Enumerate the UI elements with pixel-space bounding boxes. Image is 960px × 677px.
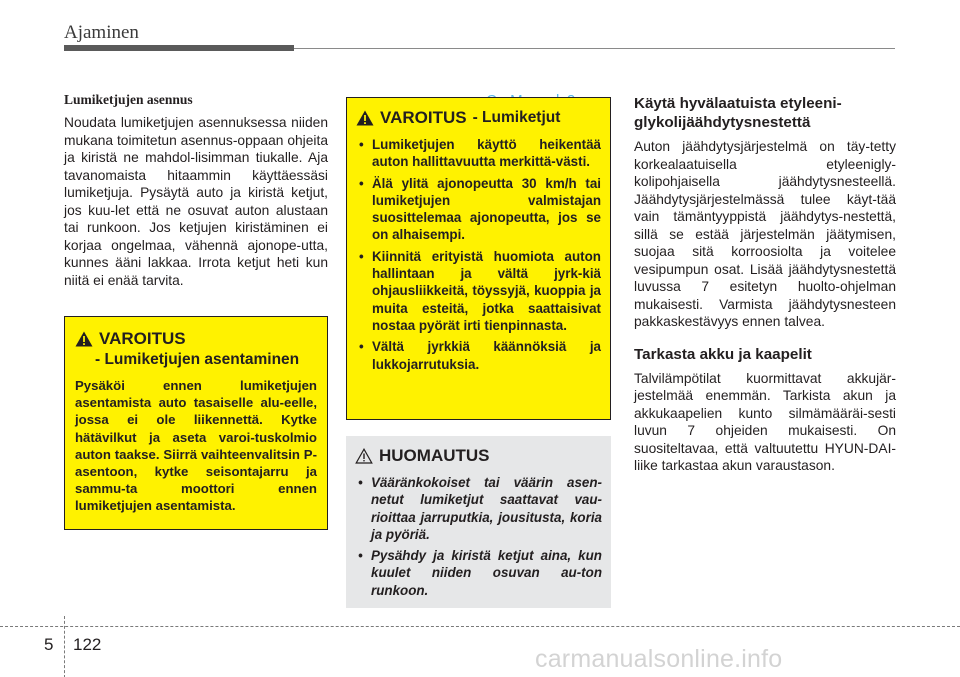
coolant-body: Auton jäähdytysjärjestelmä on täy-tetty korkealaatuisella etyleenigly-kolipohjaisella jäähdytysnesteellä. Jäähdytysjärjestelmässä tulee käyt-tää vain tämäntyyppistä jäähdytys-nestettä, sillä se estää järjestelmän jäätymisen, suojaa sitä korroosiolta ja voitelee vesipumpun osat. Lisää jäähdytysnestettä luvussa 7 esitetyn huolto-ohjelman mukaisesti. Varmista jäähdytysnesteen pakkaskestävyys ennen talvea.	[634, 139, 896, 329]
battery-body: Talvilämpötilat kuormittavat akkujär-jestelmää enemmän. Tarkista akun ja akkukaapelien kunto silmämääräi-sesti luvun 7 ohjeiden mukaisesti. On suositeltavaa, että valtuutettu HYUN-DAI-liike tarkastaa akun varaustason.	[634, 370, 896, 473]
footer-divider	[64, 616, 65, 677]
page-number: 122	[73, 635, 102, 654]
list-item: • Älä ylitä ajonopeutta 30 km/h tai lumiketjujen valmistajan suosittelemaa ajonopeutta, jos se on alhaisempi.	[356, 175, 601, 244]
left-column	[64, 92, 328, 289]
header-bar	[64, 45, 294, 51]
watermark-bottom: carmanualsonline.info	[535, 645, 783, 673]
note-box	[346, 436, 611, 608]
note-header	[355, 446, 602, 466]
list-item: • Pysähdy ja kiristä ketjut aina, kun kuulet niiden osuvan au-ton runkoon.	[355, 547, 602, 599]
caution-triangle-outline-icon	[355, 448, 373, 464]
note-title: HUOMAUTUS	[379, 446, 490, 465]
warning-title: VAROITUS	[380, 108, 467, 127]
warning-subtitle: - Lumiketjujen asentaminen	[95, 351, 300, 368]
warning-header	[75, 329, 317, 349]
warning-triangle-icon	[356, 110, 374, 126]
warning-subtitle: - Lumiketjut	[472, 109, 561, 126]
header-rule	[294, 48, 895, 49]
warning-title: VAROITUS	[99, 329, 186, 348]
list-item: • Vältä jyrkkiä käännöksiä ja lukkojarrutuksia.	[356, 338, 601, 373]
list-item: • Kiinnitä erityistä huomiota auton hallintaan ja vältä jyrk-kiä ohjausliikkeitä, töyssyjä, kuoppia ja muita esteitä, jotka saattaisivat nostaa pyörät irti tienpinnasta.	[356, 248, 601, 334]
warning-triangle-icon	[75, 331, 93, 347]
footer-rule	[0, 626, 960, 627]
section-heading-snow-chains: Lumiketjujen asennus	[64, 92, 193, 107]
section-heading-battery: Tarkasta akku ja kaapelit	[634, 345, 812, 363]
warning-header	[356, 108, 601, 128]
list-item: • Lumiketjujen käyttö heikentää auton hallittavuutta merkittä-västi.	[356, 136, 601, 171]
snow-chains-body: Noudata lumiketjujen asennuksessa niiden mukana toimitetun asennus-oppaan ohjeita ja kiristä ne mahdol-lisimman tiukalle. Aja tavanomaista hitaammin käyttäessäsi lumiketjuja. Pysäytä auto ja kiristä ketjut, jos kuu-let että ne osuvat auton alustaan tai runkoon. Jos ketjujen kiristäminen ei korjaa ongelmaa, vähennä ajonope-utta, kunnes ääni lakkaa. Irrota ketjut heti kun niitä ei enää tarvita.	[64, 115, 328, 288]
section-heading-coolant: Käytä hyvälaatuista etyleeni-glykolijäähdytysnestettä	[634, 95, 842, 131]
warning-box-chain-installation	[64, 316, 328, 530]
warning-body: Pysäköi ennen lumiketjujen asentamista auto tasaiselle alu-eelle, jossa ei ole liikennettä. Kytke hätävilkut ja aseta varoi-tuskolmio auton taakse. Siirrä vaihteenvalitsin P-asentoon, kytke seisontajarru ja sammu-ta moottori ennen lumiketjujen asentamista.	[75, 378, 317, 514]
chapter-title: Ajaminen	[64, 22, 139, 43]
chapter-number: 5	[44, 635, 54, 654]
warning-box-snow-chains	[346, 97, 611, 420]
note-list	[355, 474, 602, 599]
warning-list	[356, 136, 601, 373]
list-item: • Vääränkokoiset tai väärin asen-netut lumiketjut saattavat vau-rioittaa jarruputkia, jousitusta, koria ja pyöriä.	[355, 474, 602, 543]
right-column	[634, 94, 896, 475]
